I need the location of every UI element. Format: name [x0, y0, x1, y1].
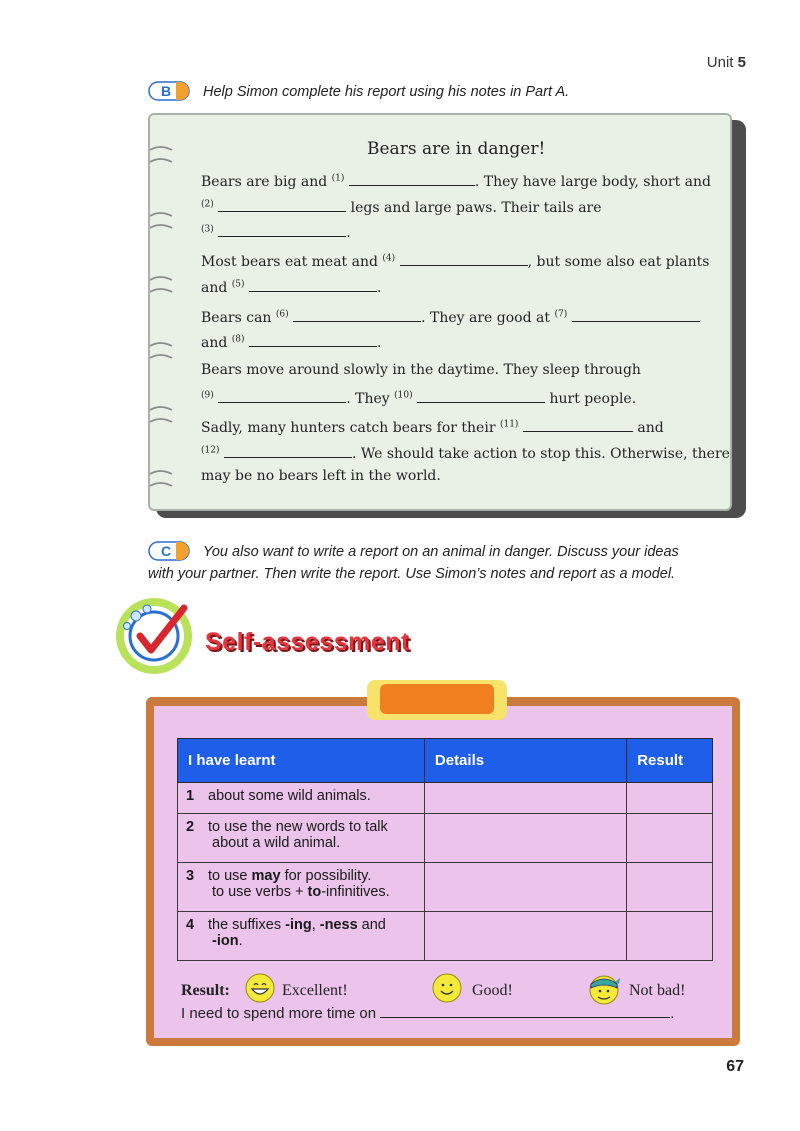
- result-cell[interactable]: [627, 912, 713, 961]
- checkmark-badge-icon: [114, 596, 194, 676]
- blank-2[interactable]: [218, 197, 346, 212]
- details-cell[interactable]: [424, 863, 626, 912]
- report-line-10: Sadly, many hunters catch bears for their $^{(11)}$ and: [201, 417, 664, 436]
- details-cell[interactable]: [424, 814, 626, 863]
- spiral-binding-icon: [144, 130, 184, 510]
- blank-4[interactable]: [400, 251, 528, 266]
- column-header: Result: [627, 739, 713, 783]
- rating-not-bad: Not bad!: [629, 982, 686, 999]
- result-cell[interactable]: [627, 783, 713, 814]
- report-line-1: Bears are big and $^{(1)}$ . They have large body, short and: [201, 171, 711, 190]
- blank-7[interactable]: [572, 307, 700, 322]
- spend-more-blank[interactable]: [380, 1005, 670, 1018]
- column-header: Details: [424, 739, 626, 783]
- table-row: [178, 912, 713, 961]
- blank-12[interactable]: [224, 443, 352, 458]
- result-cell[interactable]: [627, 863, 713, 912]
- result-cell[interactable]: [627, 814, 713, 863]
- report-line-12: may be no bears left in the world.: [201, 468, 441, 484]
- part-b-instruction: Help Simon complete his report using his notes in Part A.: [203, 84, 570, 100]
- part-b-letter: B: [161, 83, 172, 99]
- table-row: [178, 863, 713, 912]
- part-c-badge: [148, 541, 190, 561]
- learnt-cell: 2 to use the new words to talk about a wild animal.: [178, 814, 425, 863]
- report-line-4: Most bears eat meat and $^{(4)}$ , but some also eat plants: [201, 251, 709, 270]
- report-line-9: $^{(9)}$ . They $^{(10)}$ hurt people.: [201, 388, 636, 407]
- blank-3[interactable]: [218, 222, 346, 237]
- report-line-3: $^{(3)}$ .: [201, 222, 351, 241]
- blank-1[interactable]: [349, 171, 475, 186]
- rating-good: Good!: [472, 982, 513, 999]
- blank-11[interactable]: [523, 417, 633, 432]
- report-line-6: Bears can $^{(6)}$ . They are good at $^{(7)}$: [201, 307, 700, 326]
- unit-text: Unit: [706, 54, 734, 71]
- details-cell[interactable]: [424, 783, 626, 814]
- part-c-instruction-2: with your partner. Then write the report. Use Simon’s notes and report as a model.: [148, 566, 676, 582]
- good-face-icon[interactable]: [432, 973, 462, 1003]
- not-bad-face-icon[interactable]: [587, 972, 621, 1006]
- report-line-8: Bears move around slowly in the daytime. They sleep through: [201, 362, 641, 378]
- report-line-11: $^{(12)}$ . We should take action to stop this. Otherwise, there: [201, 443, 730, 462]
- self-assessment-table: [177, 738, 713, 961]
- spend-more-line: I need to spend more time on .: [181, 1005, 675, 1022]
- blank-10[interactable]: [417, 388, 545, 403]
- unit-number: 5: [737, 54, 746, 71]
- result-label: Result:: [181, 982, 230, 999]
- report-title: Bears are in danger!: [367, 139, 546, 159]
- learnt-cell: 1 about some wild animals.: [178, 783, 425, 814]
- blank-5[interactable]: [249, 277, 377, 292]
- part-c-letter: C: [161, 543, 172, 559]
- learnt-cell: 4 the suffixes -ing, -ness and -ion.: [178, 912, 425, 961]
- column-header: I have learnt: [178, 739, 425, 783]
- report-line-7: and $^{(8)}$ .: [201, 332, 381, 351]
- learnt-cell: 3 to use may for possibility. to use verbs + to-infinitives.: [178, 863, 425, 912]
- page-number: 67: [726, 1058, 744, 1075]
- blank-8[interactable]: [249, 332, 377, 347]
- table-header-row: [178, 739, 713, 783]
- self-assessment-title: Self-assessment: [205, 628, 410, 656]
- table-row: [178, 783, 713, 814]
- unit-label: [707, 54, 746, 71]
- part-c-instruction-1: You also want to write a report on an animal in danger. Discuss your ideas: [203, 544, 679, 560]
- report-line-5: and $^{(5)}$ .: [201, 277, 381, 296]
- rating-excellent: Excellent!: [282, 982, 348, 999]
- blank-9[interactable]: [218, 388, 346, 403]
- report-line-2: $^{(2)}$ legs and large paws. Their tails are: [201, 197, 602, 216]
- blank-6[interactable]: [293, 307, 421, 322]
- part-b-badge: [148, 81, 190, 101]
- board-clip-inner: [380, 684, 494, 714]
- table-row: [178, 814, 713, 863]
- excellent-face-icon[interactable]: [245, 973, 275, 1003]
- details-cell[interactable]: [424, 912, 626, 961]
